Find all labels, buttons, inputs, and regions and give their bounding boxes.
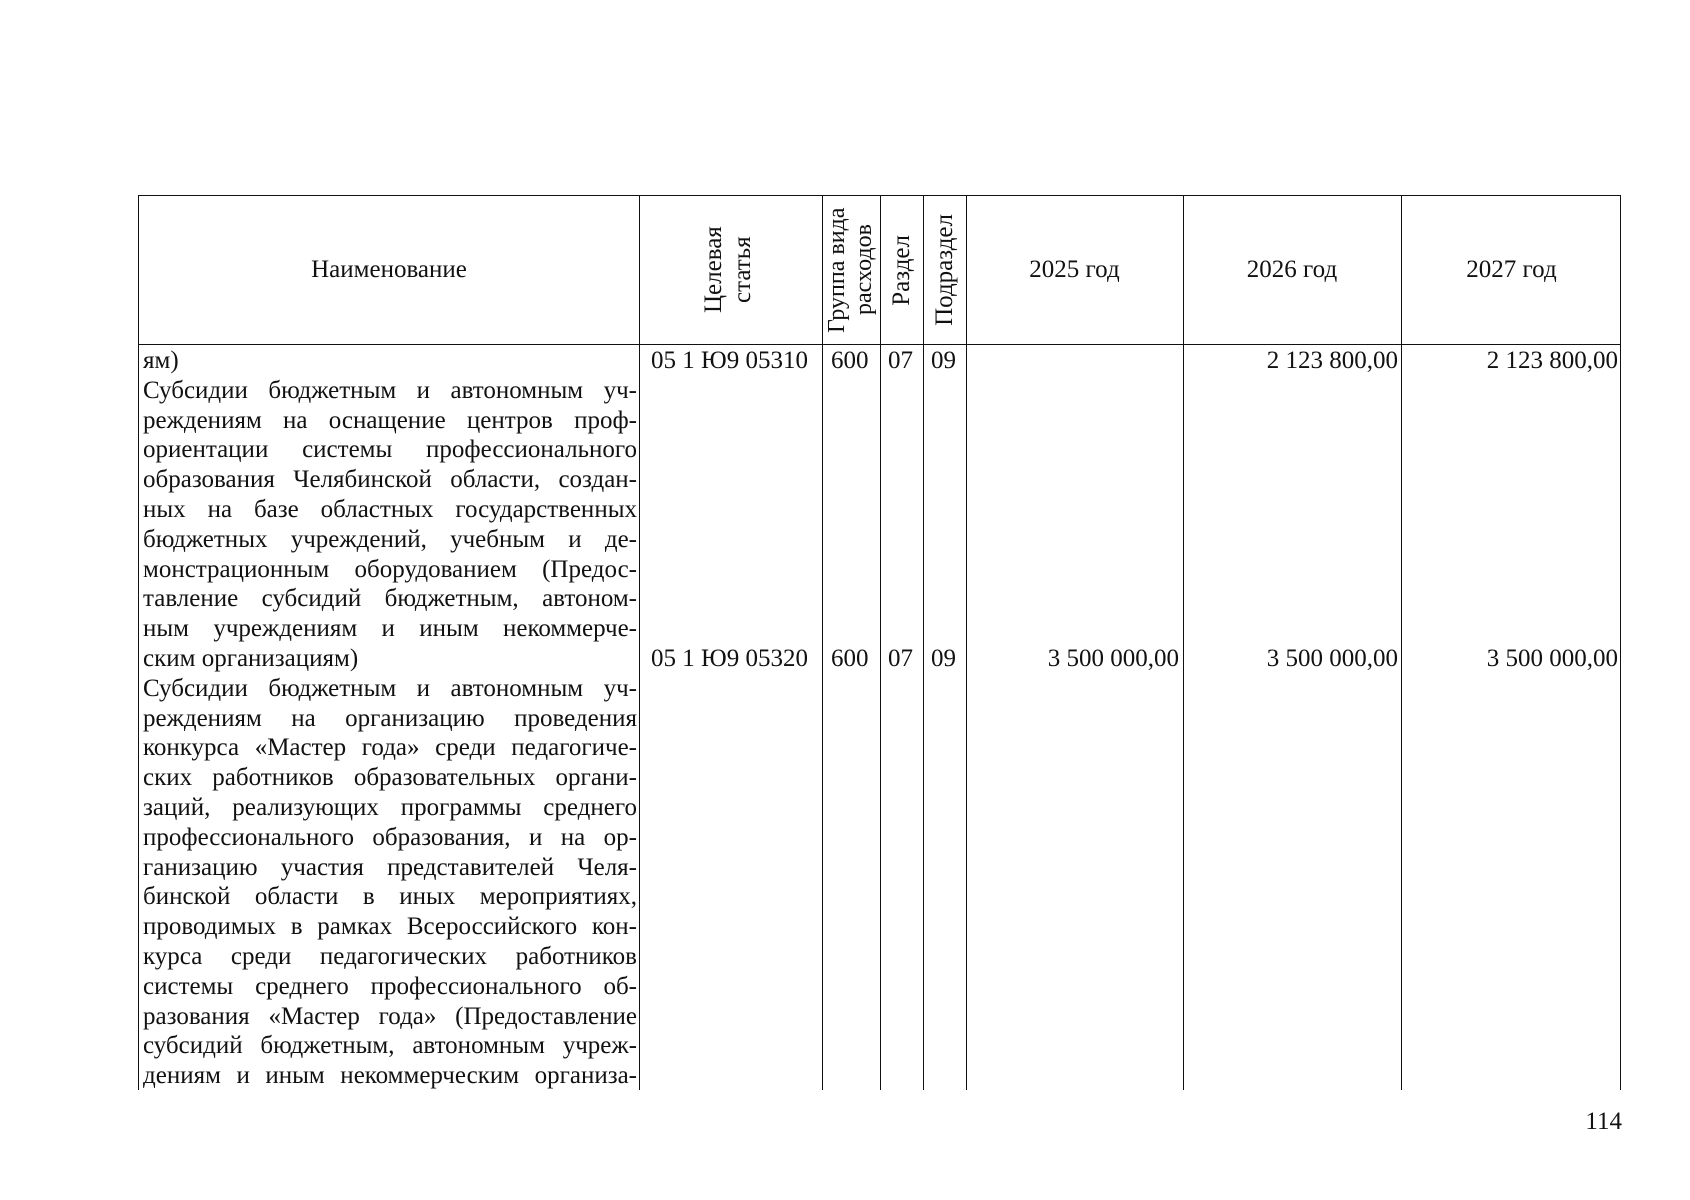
name-line: конкурса «Мастер года» среди педагогиче-: [143, 734, 637, 762]
header-section: [880, 196, 923, 344]
header-2025: [966, 196, 1183, 344]
header-2025-label: 2025 год: [1029, 256, 1120, 283]
row1-expense-group: 600: [831, 347, 869, 374]
name-line: ских работников образовательных органи-: [143, 764, 637, 792]
name-line: тавление субсидий бюджетным, автоном-: [143, 585, 637, 613]
header-target-label: Целевая статья: [699, 226, 756, 314]
name-line: ных на базе областных государственных: [143, 495, 637, 523]
name-line: образования Челябинской области, создан-: [143, 466, 637, 494]
name-line: заций, реализующих программы среднего: [143, 793, 637, 821]
header-subsection-label: Подраздел: [931, 214, 958, 326]
name-line: курса среди педагогических работников: [143, 942, 637, 970]
name-line: реждениям на оснащение центров проф-: [143, 406, 637, 434]
row1-subsection: 09: [931, 347, 956, 374]
name-line: ским организациям): [143, 644, 359, 672]
row2-2025: 3 500 000,00: [1047, 645, 1179, 672]
header-name-label: Наименование: [311, 256, 467, 283]
name-line: системы среднего профессионального об-: [143, 972, 637, 1000]
name-line: Субсидии бюджетным и автономным уч-: [143, 674, 637, 702]
name-line: ям): [143, 347, 179, 374]
name-column-text: [143, 346, 637, 1091]
name-line: бюджетных учреждений, учебным и де-: [143, 525, 637, 553]
row2-section: 07: [888, 645, 913, 672]
header-section-label: Раздел: [888, 234, 915, 306]
row1-section: 07: [888, 347, 913, 374]
header-name: [139, 196, 639, 344]
row2-target: 05 1 Ю9 05320: [651, 645, 808, 672]
row1-2026: 2 123 800,00: [1266, 347, 1398, 374]
row2-2027: 3 500 000,00: [1486, 645, 1618, 672]
header-2026: [1183, 196, 1401, 344]
budget-table: [138, 195, 1621, 1090]
header-2027: [1401, 196, 1622, 344]
header-expense-group-label: Группа вида расходов: [824, 207, 877, 333]
header-expense-group: [822, 196, 880, 344]
header-subsection: [923, 196, 966, 344]
name-line: ганизацию участия представителей Челя-: [143, 853, 637, 881]
row1-2027: 2 123 800,00: [1486, 347, 1618, 374]
name-line: субсидий бюджетным, автономным учреж-: [143, 1032, 637, 1060]
name-line: профессионального образования, и на ор-: [143, 823, 637, 851]
header-target: [639, 196, 822, 344]
row2-subsection: 09: [931, 645, 956, 672]
row2-2026: 3 500 000,00: [1266, 645, 1398, 672]
name-line: разования «Мастер года» (Предоставление: [143, 1002, 637, 1030]
header-2027-label: 2027 год: [1466, 256, 1557, 283]
name-line: проводимых в рамках Всероссийского кон-: [143, 913, 637, 941]
name-line: ным учреждениям и иным некоммерче-: [143, 615, 637, 643]
name-line: реждениям на организацию проведения: [143, 704, 637, 732]
page-number: 114: [1585, 1108, 1622, 1135]
row2-expense-group: 600: [831, 645, 869, 672]
name-line: бинской области в иных мероприятиях,: [143, 883, 637, 911]
name-line: дениям и иным некоммерческим организа-: [143, 1062, 637, 1090]
name-line: Субсидии бюджетным и автономным уч-: [143, 376, 637, 404]
header-divider: [139, 344, 1620, 345]
header-2026-label: 2026 год: [1246, 256, 1338, 283]
name-line: ориентации системы профессионального: [143, 436, 637, 464]
name-line: монстрационным оборудованием (Предос-: [143, 555, 637, 583]
row1-target: 05 1 Ю9 05310: [651, 347, 808, 374]
